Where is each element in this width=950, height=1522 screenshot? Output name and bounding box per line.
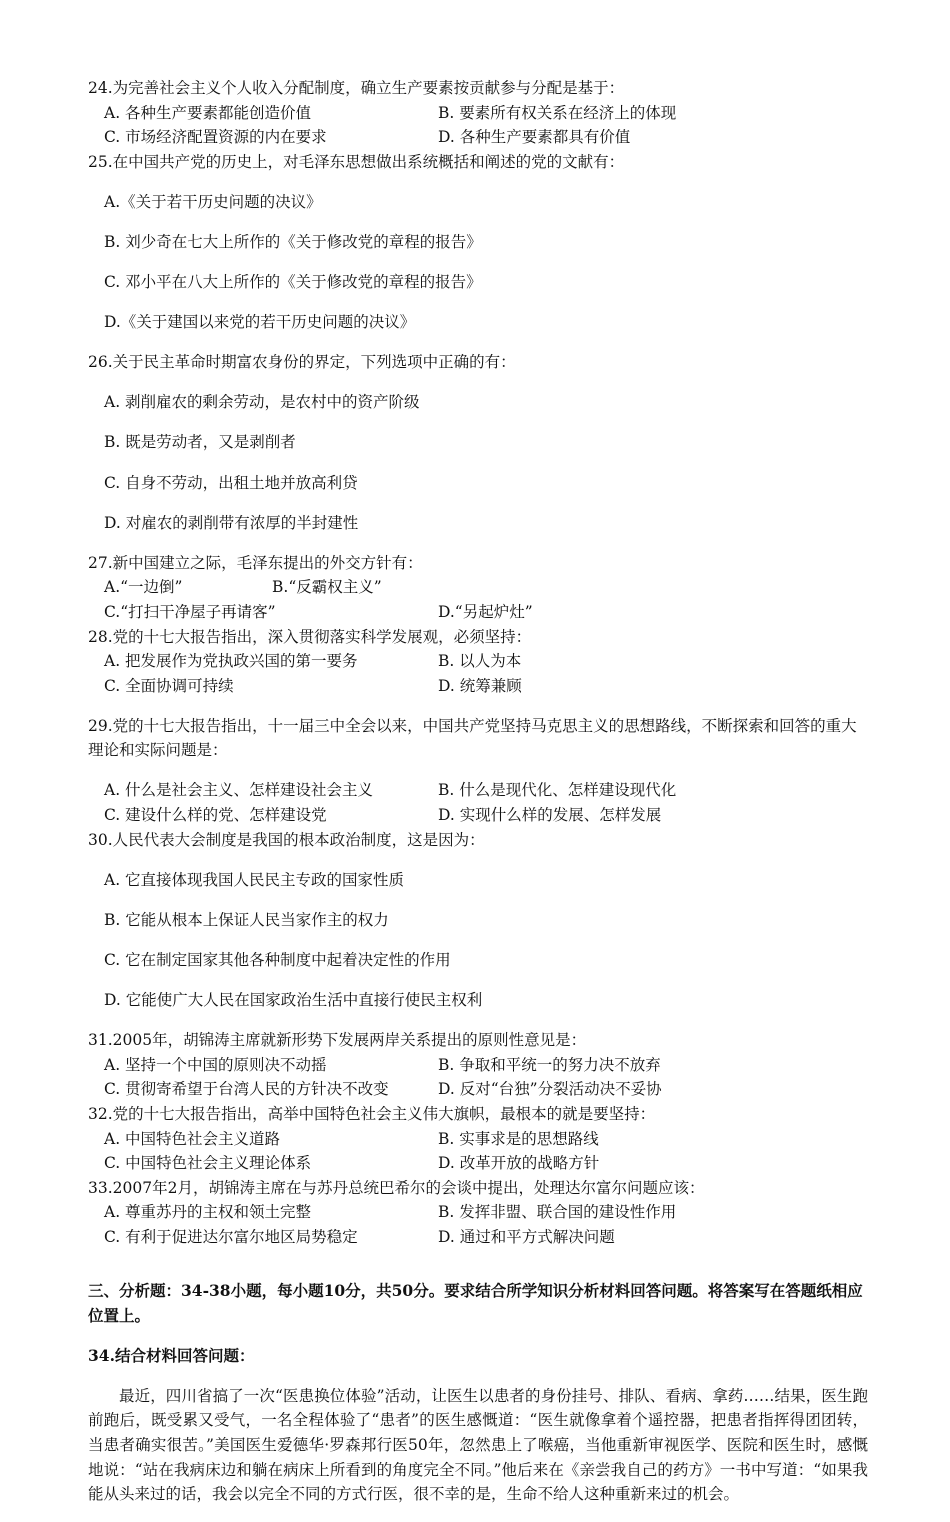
option-c: C. 市场经济配置资源的内在要求 — [104, 128, 327, 147]
option-d: D. 改革开放的战略方针 — [438, 1154, 600, 1173]
option-row — [88, 101, 868, 126]
question-stem: 32.党的十七大报告指出，高举中国特色社会主义伟大旗帜，最根本的就是要坚持： — [88, 1104, 656, 1123]
option-c: C. 自身不劳动，出租土地并放高利贷 — [104, 473, 358, 492]
option-c: C. 贯彻寄希望于台湾人民的方针决不改变 — [104, 1080, 389, 1099]
option-row — [88, 778, 868, 803]
option-c: C. 有利于促进达尔富尔地区局势稳定 — [104, 1227, 358, 1246]
option-row — [88, 1127, 868, 1152]
option-d: D. 各种生产要素都具有价值 — [438, 128, 631, 147]
option-row — [88, 1200, 868, 1225]
question-24 — [88, 76, 868, 150]
question-stem: 31.2005年，胡锦涛主席就新形势下发展两岸关系提出的原则性意见是： — [88, 1031, 587, 1050]
option-b: B. 什么是现代化、怎样建设现代化 — [438, 781, 677, 800]
option-c: C. 中国特色社会主义理论体系 — [104, 1154, 312, 1173]
question-34-title: 34.结合材料回答问题： — [88, 1345, 255, 1365]
question-26 — [88, 350, 868, 535]
option-b: B. 以人为本 — [438, 652, 522, 671]
option-row — [88, 575, 868, 600]
exam-page — [88, 76, 868, 1522]
option-b: B.“反霸权主义” — [272, 578, 382, 597]
option-a: A.《关于若干历史问题的决议》 — [104, 192, 322, 211]
option-b: B. 它能从根本上保证人民当家作主的权力 — [104, 910, 389, 929]
option-d: D. 它能使广大人民在国家政治生活中直接行使民主权利 — [104, 991, 483, 1010]
question-stem: 26.关于民主革命时期富农身份的界定，下列选项中正确的有： — [88, 353, 516, 372]
option-a: A. 尊重苏丹的主权和领土完整 — [104, 1203, 312, 1222]
option-a: A. 什么是社会主义、怎样建设社会主义 — [104, 781, 374, 800]
option-row — [88, 1225, 868, 1250]
question-25 — [88, 150, 868, 335]
option-d: D. 通过和平方式解决问题 — [438, 1227, 615, 1246]
section-heading: 三、分析题：34-38小题，每小题10分，共50分。要求结合所学知识分析材料回答问题。将答案写在答题纸相应位置上。 — [88, 1280, 863, 1325]
option-row — [88, 1077, 868, 1102]
question-stem: 29.党的十七大报告指出，十一届三中全会以来，中国共产党坚持马克思主义的思想路线，不断探索和回答的重大理论和实际问题是： — [88, 716, 857, 760]
option-d: D. 反对“台独”分裂活动决不妥协 — [438, 1080, 662, 1099]
question-31 — [88, 1028, 868, 1102]
option-row — [88, 674, 868, 699]
question-27 — [88, 551, 868, 625]
option-d: D. 实现什么样的发展、怎样发展 — [438, 806, 662, 825]
option-b: B. 发挥非盟、联合国的建设性作用 — [438, 1203, 677, 1222]
option-row — [88, 125, 868, 150]
option-b: B. 刘少奇在七大上所作的《关于修改党的章程的报告》 — [104, 232, 482, 251]
option-d: D. 统筹兼顾 — [438, 676, 522, 695]
option-a: A. 坚持一个中国的原则决不动摇 — [104, 1055, 327, 1074]
question-28 — [88, 625, 868, 699]
question-stem: 25.在中国共产党的历史上，对毛泽东思想做出系统概括和阐述的党的文献有： — [88, 152, 625, 171]
question-stem: 24.为完善社会主义个人收入分配制度，确立生产要素按贡献参与分配是基于： — [88, 79, 625, 97]
option-d: D.“另起炉灶” — [438, 602, 533, 621]
option-b: B. 要素所有权关系在经济上的体现 — [438, 103, 677, 122]
option-row — [88, 600, 868, 625]
option-a: A. 剥削雇农的剩余劳动，是农村中的资产阶级 — [104, 393, 420, 412]
section-spacer — [88, 1249, 868, 1263]
option-a: A. 各种生产要素都能创造价值 — [104, 103, 312, 122]
question-29 — [88, 714, 868, 828]
option-c: C. 全面协调可持续 — [104, 676, 234, 695]
option-a: A. 它直接体现我国人民民主专政的国家性质 — [104, 870, 405, 889]
question-33 — [88, 1176, 868, 1250]
option-row — [88, 1151, 868, 1176]
question-32 — [88, 1102, 868, 1176]
question-stem: 30.人民代表大会制度是我国的根本政治制度，这是因为： — [88, 830, 485, 849]
option-row — [88, 1053, 868, 1078]
question-stem: 27.新中国建立之际，毛泽东提出的外交方针有： — [88, 553, 423, 572]
option-d: D.《关于建国以来党的若干历史问题的决议》 — [104, 313, 416, 332]
option-c: C.“打扫干净屋子再请客” — [104, 602, 276, 621]
question-30 — [88, 828, 868, 1013]
option-b: B. 实事求是的思想路线 — [438, 1129, 599, 1148]
question-stem: 33.2007年2月，胡锦涛主席在与苏丹总统巴希尔的会谈中提出，处理达尔富尔问题应该： — [88, 1178, 705, 1197]
option-b: B. 争取和平统一的努力决不放弃 — [438, 1055, 661, 1074]
question-stem: 28.党的十七大报告指出，深入贯彻落实科学发展观，必须坚持： — [88, 627, 532, 646]
option-a: A.“一边倒” — [104, 578, 183, 597]
option-d: D. 对雇农的剥削带有浓厚的半封建性 — [104, 513, 359, 532]
option-a: A. 把发展作为党执政兴国的第一要务 — [104, 652, 358, 671]
option-b: B. 既是劳动者，又是剥削者 — [104, 433, 296, 452]
option-row — [88, 803, 868, 828]
option-row — [88, 649, 868, 674]
option-a: A. 中国特色社会主义道路 — [104, 1129, 281, 1148]
option-c: C. 它在制定国家其他各种制度中起着决定性的作用 — [104, 950, 451, 969]
option-c: C. 邓小平在八大上所作的《关于修改党的章程的报告》 — [104, 273, 482, 292]
option-c: C. 建设什么样的党、怎样建设党 — [104, 806, 327, 825]
question-34-material: 最近，四川省搞了一次“医患换位体验”活动，让医生以患者的身份挂号、排队、看病、拿药……结果，医生跑前跑后，既受累又受气，一名全程体验了“患者”的医生感慨道：“医生就像拿着个遥控器，把患者指挥得团团转，当患者确实很苦。”美国医生爱德华·罗森邦行医50年，忽然患上了喉癌，当他重新审视医学、医院和医生时，感慨地说：“站在我病床边和躺在病床上所看到的角度完全不同。”他后来在《亲尝我自己的药方》一书中写道：“如果我能从头来过的话，我会以完全不同的方式行医，很不幸的是，生命不给人这种重新来过的机会。 — [88, 1386, 868, 1504]
